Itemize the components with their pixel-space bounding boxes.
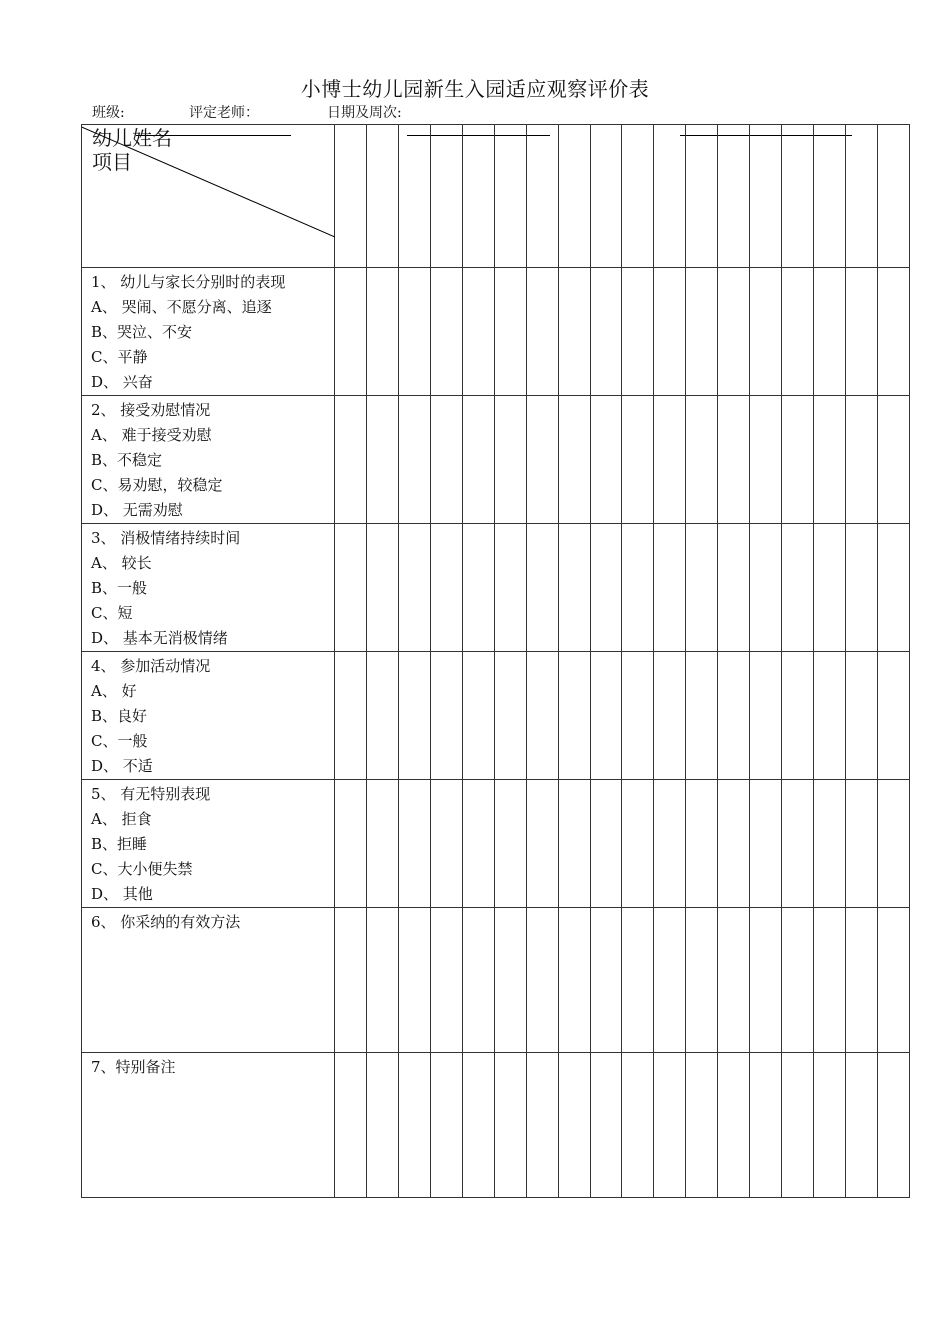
question-option: A、 好 xyxy=(91,682,137,700)
rating-cell[interactable] xyxy=(558,524,590,652)
child-name-cell[interactable] xyxy=(590,125,622,268)
rating-cell[interactable] xyxy=(686,652,718,780)
rating-cell[interactable] xyxy=(654,1053,686,1198)
rating-cell[interactable] xyxy=(622,1053,654,1198)
rating-cell[interactable] xyxy=(558,396,590,524)
rating-cell[interactable] xyxy=(430,652,462,780)
rating-cell[interactable] xyxy=(686,396,718,524)
child-name-cell[interactable] xyxy=(877,125,909,268)
child-name-cell[interactable] xyxy=(622,125,654,268)
question-option: A、 拒食 xyxy=(91,810,152,828)
rating-cell[interactable] xyxy=(335,908,367,1053)
rating-cell[interactable] xyxy=(877,268,909,396)
rating-cell[interactable] xyxy=(718,652,750,780)
rating-cell[interactable] xyxy=(398,396,430,524)
rating-cell[interactable] xyxy=(366,780,398,908)
rating-cell[interactable] xyxy=(462,396,494,524)
rating-cell[interactable] xyxy=(526,780,558,908)
rating-cell[interactable] xyxy=(782,780,814,908)
rating-cell[interactable] xyxy=(622,652,654,780)
question-option: B、良好 xyxy=(91,707,148,725)
question-row xyxy=(82,908,910,1053)
rating-cell[interactable] xyxy=(622,268,654,396)
question-cell xyxy=(82,396,335,524)
rating-cell[interactable] xyxy=(718,268,750,396)
rating-cell[interactable] xyxy=(590,908,622,1053)
question-title: 4、 参加活动情况 xyxy=(91,657,211,675)
rating-cell[interactable] xyxy=(558,780,590,908)
rating-cell[interactable] xyxy=(430,908,462,1053)
rating-cell[interactable] xyxy=(366,652,398,780)
question-option: D、 其他 xyxy=(91,885,153,903)
rating-cell[interactable] xyxy=(750,652,782,780)
rating-cell[interactable] xyxy=(686,524,718,652)
question-cell xyxy=(82,524,335,652)
rating-cell[interactable] xyxy=(398,652,430,780)
question-cell xyxy=(82,908,335,1053)
rating-cell[interactable] xyxy=(846,780,878,908)
rating-cell[interactable] xyxy=(590,396,622,524)
rating-cell[interactable] xyxy=(398,524,430,652)
rating-cell[interactable] xyxy=(814,908,846,1053)
rating-cell[interactable] xyxy=(846,908,878,1053)
header-row xyxy=(82,125,910,268)
rating-cell[interactable] xyxy=(814,780,846,908)
rating-cell[interactable] xyxy=(366,908,398,1053)
question-row xyxy=(82,268,910,396)
rating-cell[interactable] xyxy=(686,268,718,396)
rating-cell[interactable] xyxy=(462,524,494,652)
rating-cell[interactable] xyxy=(335,780,367,908)
question-option: A、 较长 xyxy=(91,554,152,572)
child-name-cell[interactable] xyxy=(750,125,782,268)
question-option: D、 不适 xyxy=(91,757,153,775)
rating-cell[interactable] xyxy=(654,908,686,1053)
question-cell xyxy=(82,268,335,396)
teacher-label: 评定老师： xyxy=(189,105,259,121)
question-option: B、不稳定 xyxy=(91,451,163,469)
question-row xyxy=(82,1053,910,1198)
rating-cell[interactable] xyxy=(494,268,526,396)
rating-cell[interactable] xyxy=(526,396,558,524)
child-name-cell[interactable] xyxy=(494,125,526,268)
rating-cell[interactable] xyxy=(814,524,846,652)
child-name-cell[interactable] xyxy=(686,125,718,268)
rating-cell[interactable] xyxy=(462,908,494,1053)
rating-cell[interactable] xyxy=(782,1053,814,1198)
rating-cell[interactable] xyxy=(366,524,398,652)
rating-cell[interactable] xyxy=(398,908,430,1053)
rating-cell[interactable] xyxy=(877,524,909,652)
rating-cell[interactable] xyxy=(846,396,878,524)
rating-cell[interactable] xyxy=(398,780,430,908)
rating-cell[interactable] xyxy=(686,908,718,1053)
question-option: A、 难于接受劝慰 xyxy=(91,426,212,444)
question-title: 2、 接受劝慰情况 xyxy=(91,401,211,419)
rating-cell[interactable] xyxy=(846,652,878,780)
rating-cell[interactable] xyxy=(654,396,686,524)
rating-cell[interactable] xyxy=(494,652,526,780)
child-name-cell[interactable] xyxy=(462,125,494,268)
question-option: C、短 xyxy=(91,604,133,622)
rating-cell[interactable] xyxy=(622,780,654,908)
rating-cell[interactable] xyxy=(718,1053,750,1198)
class-label: 班级: xyxy=(92,105,125,121)
question-title: 7、特别备注 xyxy=(91,1058,176,1076)
rating-cell[interactable] xyxy=(335,524,367,652)
question-option: C、一般 xyxy=(91,732,148,750)
child-name-cell[interactable] xyxy=(558,125,590,268)
child-name-cell[interactable] xyxy=(398,125,430,268)
rating-cell[interactable] xyxy=(750,268,782,396)
rating-cell[interactable] xyxy=(877,1053,909,1198)
rating-cell[interactable] xyxy=(494,1053,526,1198)
rating-cell[interactable] xyxy=(846,268,878,396)
rating-cell[interactable] xyxy=(814,1053,846,1198)
question-option: D、 无需劝慰 xyxy=(91,501,183,519)
rating-cell[interactable] xyxy=(877,908,909,1053)
question-option: B、一般 xyxy=(91,579,148,597)
rating-cell[interactable] xyxy=(526,1053,558,1198)
rating-cell[interactable] xyxy=(526,524,558,652)
child-name-cell[interactable] xyxy=(782,125,814,268)
child-name-cell[interactable] xyxy=(526,125,558,268)
rating-cell[interactable] xyxy=(814,396,846,524)
rating-cell[interactable] xyxy=(398,1053,430,1198)
rating-cell[interactable] xyxy=(654,268,686,396)
rating-cell[interactable] xyxy=(814,268,846,396)
rating-cell[interactable] xyxy=(335,268,367,396)
rating-cell[interactable] xyxy=(335,1053,367,1198)
rating-cell[interactable] xyxy=(750,396,782,524)
rating-cell[interactable] xyxy=(558,908,590,1053)
rating-cell[interactable] xyxy=(718,908,750,1053)
rating-cell[interactable] xyxy=(814,652,846,780)
rating-cell[interactable] xyxy=(558,652,590,780)
question-option: B、拒睡 xyxy=(91,835,148,853)
rating-cell[interactable] xyxy=(494,524,526,652)
rating-cell[interactable] xyxy=(430,1053,462,1198)
rating-cell[interactable] xyxy=(366,396,398,524)
child-name-cell[interactable] xyxy=(366,125,398,268)
rating-cell[interactable] xyxy=(782,652,814,780)
rating-cell[interactable] xyxy=(877,780,909,908)
question-option: D、 基本无消极情绪 xyxy=(91,629,228,647)
rating-cell[interactable] xyxy=(590,780,622,908)
rating-cell[interactable] xyxy=(462,1053,494,1198)
rating-cell[interactable] xyxy=(462,268,494,396)
rating-cell[interactable] xyxy=(558,1053,590,1198)
question-option: C、平静 xyxy=(91,348,148,366)
rating-cell[interactable] xyxy=(366,1053,398,1198)
rating-cell[interactable] xyxy=(590,652,622,780)
child-name-cell[interactable] xyxy=(846,125,878,268)
rating-cell[interactable] xyxy=(494,908,526,1053)
rating-cell[interactable] xyxy=(718,524,750,652)
rating-cell[interactable] xyxy=(462,652,494,780)
rating-cell[interactable] xyxy=(846,524,878,652)
question-option: D、 兴奋 xyxy=(91,373,153,391)
question-cell xyxy=(82,652,335,780)
rating-cell[interactable] xyxy=(494,396,526,524)
rating-cell[interactable] xyxy=(654,780,686,908)
rating-cell[interactable] xyxy=(782,524,814,652)
child-name-cell[interactable] xyxy=(814,125,846,268)
rating-cell[interactable] xyxy=(526,908,558,1053)
rating-cell[interactable] xyxy=(622,908,654,1053)
rating-cell[interactable] xyxy=(877,396,909,524)
rating-cell[interactable] xyxy=(430,396,462,524)
rating-cell[interactable] xyxy=(846,1053,878,1198)
question-row xyxy=(82,780,910,908)
rating-cell[interactable] xyxy=(494,780,526,908)
rating-cell[interactable] xyxy=(590,524,622,652)
page-title: 小博士幼儿园新生入园适应观察评价表 xyxy=(300,77,650,101)
question-title: 1、 幼儿与家长分别时的表现 xyxy=(91,273,286,291)
child-name-cell[interactable] xyxy=(718,125,750,268)
rating-cell[interactable] xyxy=(718,780,750,908)
question-row xyxy=(82,524,910,652)
rating-cell[interactable] xyxy=(558,268,590,396)
rating-cell[interactable] xyxy=(782,908,814,1053)
rating-cell[interactable] xyxy=(686,780,718,908)
child-name-cell[interactable] xyxy=(335,125,367,268)
rating-cell[interactable] xyxy=(526,652,558,780)
question-title: 3、 消极情绪持续时间 xyxy=(91,529,241,547)
question-title: 5、 有无特别表现 xyxy=(91,785,211,803)
rating-cell[interactable] xyxy=(782,396,814,524)
rating-cell[interactable] xyxy=(686,1053,718,1198)
rating-cell[interactable] xyxy=(654,524,686,652)
rating-cell[interactable] xyxy=(750,908,782,1053)
question-option: C、大小便失禁 xyxy=(91,860,193,878)
question-option: B、哭泣、不安 xyxy=(91,323,193,341)
rating-cell[interactable] xyxy=(398,268,430,396)
child-name-cell[interactable] xyxy=(654,125,686,268)
child-name-label: 幼儿姓名 xyxy=(92,126,172,150)
rating-cell[interactable] xyxy=(750,780,782,908)
question-option: A、 哭闹、不愿分离、追逐 xyxy=(91,298,272,316)
rating-cell[interactable] xyxy=(430,524,462,652)
question-title: 6、 你采纳的有效方法 xyxy=(91,913,241,931)
question-row xyxy=(82,652,910,780)
child-name-cell[interactable] xyxy=(430,125,462,268)
question-option: C、易劝慰，较稳定 xyxy=(91,476,223,494)
rating-cell[interactable] xyxy=(590,268,622,396)
item-label: 项目 xyxy=(92,150,132,174)
question-cell xyxy=(82,780,335,908)
rating-cell[interactable] xyxy=(622,524,654,652)
rating-cell[interactable] xyxy=(622,396,654,524)
rating-cell[interactable] xyxy=(462,780,494,908)
header-corner-cell xyxy=(82,125,335,268)
rating-cell[interactable] xyxy=(750,524,782,652)
rating-cell[interactable] xyxy=(654,652,686,780)
rating-cell[interactable] xyxy=(782,268,814,396)
rating-cell[interactable] xyxy=(430,268,462,396)
rating-cell[interactable] xyxy=(430,780,462,908)
rating-cell[interactable] xyxy=(335,396,367,524)
question-row xyxy=(82,396,910,524)
rating-cell[interactable] xyxy=(366,268,398,396)
rating-cell[interactable] xyxy=(718,396,750,524)
rating-cell[interactable] xyxy=(877,652,909,780)
rating-cell[interactable] xyxy=(750,1053,782,1198)
rating-cell[interactable] xyxy=(335,652,367,780)
question-cell xyxy=(82,1053,335,1198)
evaluation-table xyxy=(81,124,910,1198)
rating-cell[interactable] xyxy=(526,268,558,396)
date-label: 日期及周次: xyxy=(327,105,402,121)
rating-cell[interactable] xyxy=(590,1053,622,1198)
